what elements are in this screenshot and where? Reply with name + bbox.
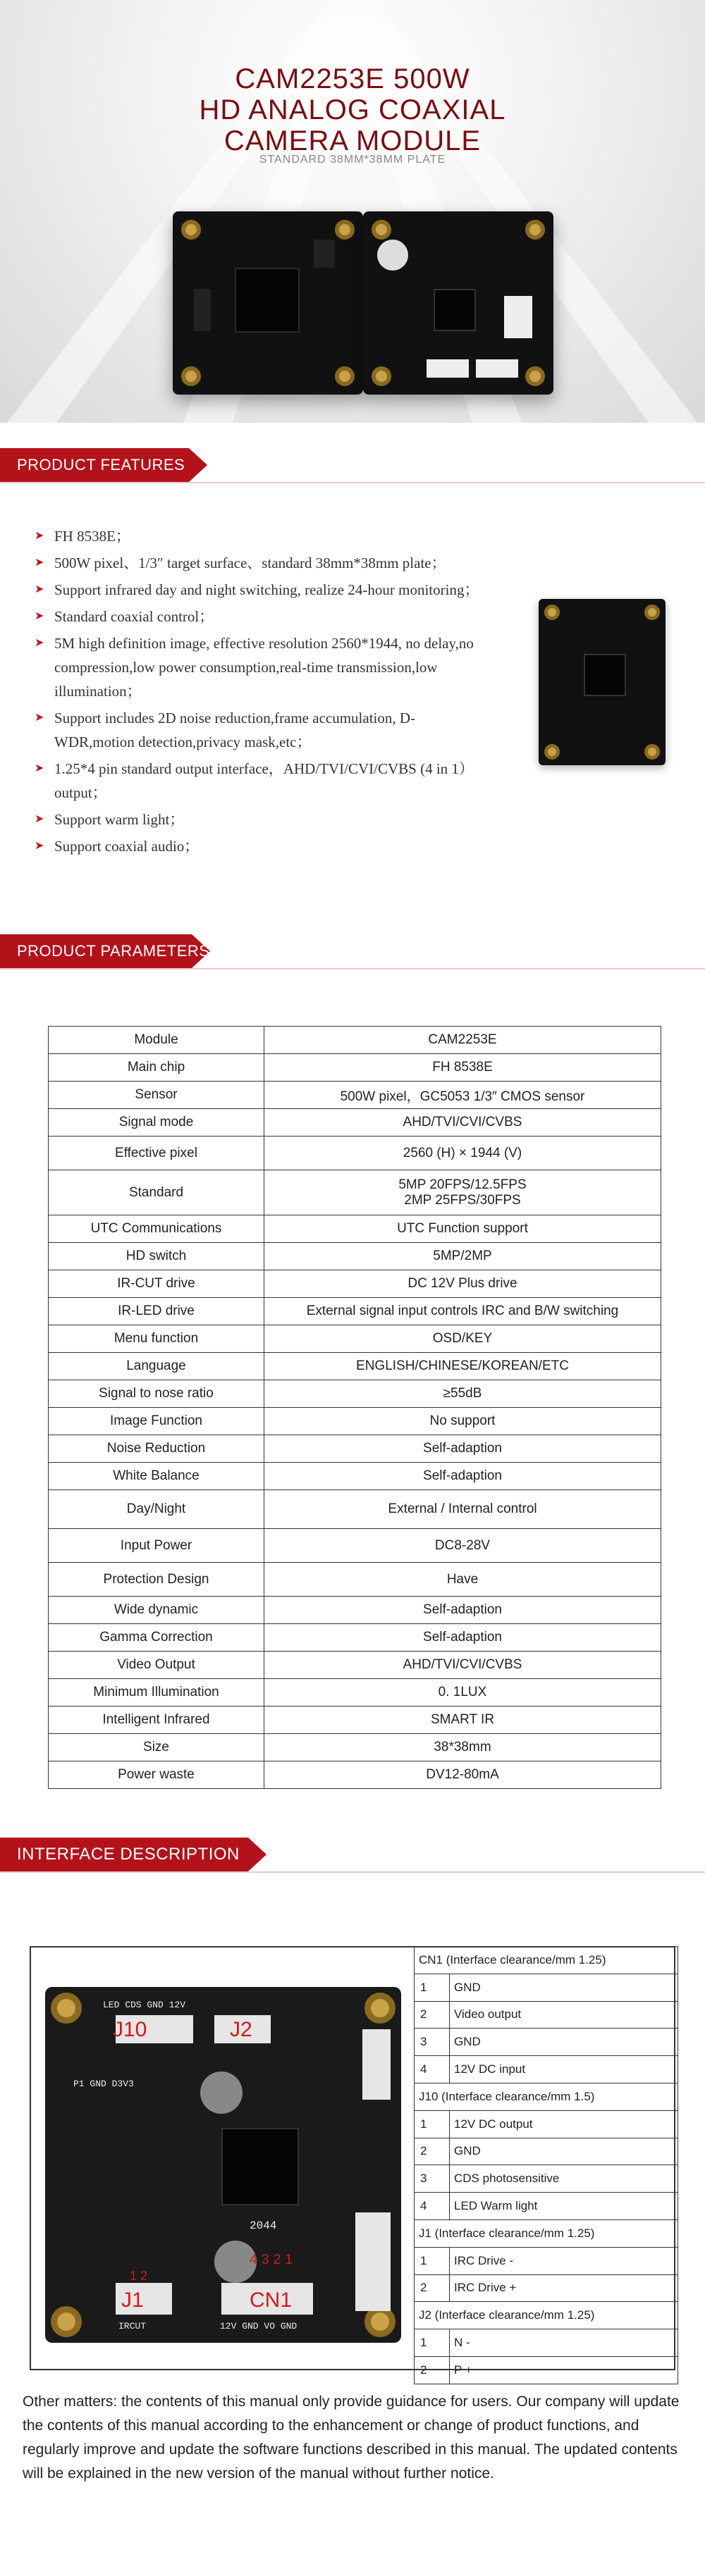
table-row: 3 CDS photosensitive xyxy=(415,2165,678,2193)
list-item: ➤ Support warm light； xyxy=(32,807,511,831)
table-row: White Balance Self-adaption xyxy=(49,1463,661,1490)
disclaimer-note: Other matters: the contents of this manual only provide guidance for users. Our company will update the contents of this manual according to the enhancement or change of product functions, and regularly improve and update the software functions described in this manual. The updated contents will be explained in the new version of the manual without further notice. xyxy=(23,2394,680,2482)
list-item: ➤ 500W pixel、1/3″ target surface、standard 38mm*38mm plate； xyxy=(32,551,511,575)
table-row: CN1 (Interface clearance/mm 1.25) xyxy=(415,1947,678,1974)
table-row: J1 (Interface clearance/mm 1.25) xyxy=(415,2219,678,2247)
list-item: ➤ Support includes 2D noise reduction,frame accumulation, D-WDR,motion detection,privacy mask,etc； xyxy=(32,706,490,754)
cn1-label: CN1 xyxy=(250,2289,293,2312)
parameters-heading-banner xyxy=(0,934,215,968)
table-row: J10 (Interface clearance/mm 1.5) xyxy=(415,2083,678,2110)
table-row: 2 IRC Drive + xyxy=(415,2274,678,2302)
table-row: Size 38*38mm xyxy=(49,1734,661,1761)
cn1-pin-numbers: 4 3 2 1 xyxy=(250,2252,293,2267)
interface-heading-banner xyxy=(0,1838,271,1871)
table-row: Video Output AHD/TVI/CVI/CVBS xyxy=(49,1652,661,1679)
j1-label: J1 xyxy=(121,2289,144,2312)
arrow-bullet-icon: ➤ xyxy=(35,762,44,774)
list-item: ➤ FH 8538E； xyxy=(32,524,511,548)
list-item: ➤ Support infrared day and night switching, realize 24-hour monitoring； xyxy=(32,578,511,602)
table-row: Protection Design Have xyxy=(49,1563,661,1597)
table-row: Wide dynamic Self-adaption xyxy=(49,1597,661,1624)
table-row: Intelligent Infrared SMART IR xyxy=(49,1707,661,1734)
board-product-image xyxy=(539,599,666,765)
hero-title-line2: HD ANALOG COAXIAL xyxy=(199,94,506,125)
table-row: IR-LED drive External signal input controls IRC and B/W switching xyxy=(49,1298,661,1325)
table-row: Day/Night External / Internal control xyxy=(49,1490,661,1529)
interface-board-photo xyxy=(37,1953,410,2365)
divider xyxy=(0,968,705,970)
table-row: Module CAM2253E xyxy=(49,1027,661,1054)
table-row: Minimum Illumination 0. 1LUX xyxy=(49,1679,661,1707)
hero-subtitle: STANDARD 38MM*38MM PLATE xyxy=(259,154,446,166)
interface-board xyxy=(45,1987,401,2343)
table-row: J2 (Interface clearance/mm 1.25) xyxy=(415,2302,678,2329)
side-pin-labels: P1 GND D3V3 xyxy=(73,2079,134,2089)
parameters-table xyxy=(48,1026,661,1789)
table-row: Standard 5MP 20FPS/12.5FPS 2MP 25FPS/30FPS xyxy=(49,1170,661,1215)
table-row: HD switch 5MP/2MP xyxy=(49,1243,661,1270)
hero-title-line1: CAM2253E 500W xyxy=(235,63,470,94)
table-row: Image Function No support xyxy=(49,1408,661,1435)
table-row: 2 Video output xyxy=(415,2001,678,2029)
list-item: ➤ Support coaxial audio； xyxy=(32,834,511,858)
arrow-bullet-icon: ➤ xyxy=(35,712,44,724)
table-row: 4 LED Warm light xyxy=(415,2193,678,2220)
features-heading: PRODUCT FEATURES xyxy=(17,456,185,473)
j10-label: J10 xyxy=(113,2018,147,2041)
j1-pin-numbers: 1 2 xyxy=(130,2269,148,2283)
table-row: Language ENGLISH/CHINESE/KOREAN/ETC xyxy=(49,1353,661,1380)
ircut-label: IRCUT xyxy=(118,2321,147,2332)
arrow-bullet-icon: ➤ xyxy=(35,557,44,569)
bottom-pin-labels: 12V GND VO GND xyxy=(220,2321,298,2332)
table-row: Sensor 500W pixel，GC5053 1/3″ CMOS sensor xyxy=(49,1082,661,1109)
table-row: Input Power DC8-28V xyxy=(49,1529,661,1563)
arrow-bullet-icon: ➤ xyxy=(35,530,44,542)
arrow-bullet-icon: ➤ xyxy=(35,637,44,649)
chip-marking: 2044 xyxy=(250,2219,277,2232)
table-row: 1 N - xyxy=(415,2329,678,2357)
arrow-bullet-icon: ➤ xyxy=(35,813,44,825)
top-pin-labels: LED CDS GND 12V xyxy=(103,2000,186,2010)
table-row: 1 IRC Drive - xyxy=(415,2247,678,2274)
table-row: Effective pixel 2560 (H) × 1944 (V) xyxy=(49,1137,661,1170)
arrow-bullet-icon: ➤ xyxy=(35,610,44,622)
board-front-image xyxy=(173,211,363,395)
hero-title xyxy=(0,63,705,156)
hero-banner xyxy=(0,0,705,423)
list-item: ➤ 5M high definition image, effective resolution 2560*1944, no delay,no compression,low power consumption,real-time transmission,low illumination； xyxy=(32,631,511,703)
table-row: 2 GND xyxy=(415,2138,678,2165)
table-row: 4 12V DC input xyxy=(415,2056,678,2083)
list-item: ➤ 1.25*4 pin standard output interface，AHD/TVI/CVI/CVBS (4 in 1）output； xyxy=(32,757,490,805)
list-item: ➤ Standard coaxial control； xyxy=(32,605,511,628)
table-row: Menu function OSD/KEY xyxy=(49,1325,661,1353)
divider xyxy=(0,482,705,483)
table-row: Noise Reduction Self-adaption xyxy=(49,1435,661,1463)
arrow-bullet-icon: ➤ xyxy=(35,840,44,852)
table-row: Main chip FH 8538E xyxy=(49,1054,661,1082)
table-row: UTC Communications UTC Function support xyxy=(49,1215,661,1243)
table-row: IR-CUT drive DC 12V Plus drive xyxy=(49,1270,661,1298)
table-row: Power waste DV12-80mA xyxy=(49,1761,661,1789)
board-back-image xyxy=(363,211,553,395)
interface-table xyxy=(414,1946,678,2384)
table-row: 2 P + xyxy=(415,2356,678,2384)
hero-title-line3: CAMERA MODULE xyxy=(223,125,482,156)
j2-label: J2 xyxy=(230,2018,252,2041)
table-row: 1 GND xyxy=(415,1974,678,2001)
interface-panel xyxy=(30,1946,675,2377)
interface-heading: INTERFACE DESCRIPTION xyxy=(17,1845,240,1864)
features-list xyxy=(32,524,511,861)
table-row: Signal mode AHD/TVI/CVI/CVBS xyxy=(49,1109,661,1137)
divider xyxy=(0,1871,705,1873)
arrow-bullet-icon: ➤ xyxy=(35,583,44,595)
table-row: Signal to nose ratio ≥55dB xyxy=(49,1380,661,1408)
table-row: 3 GND xyxy=(415,2029,678,2056)
table-row: Gamma Correction Self-adaption xyxy=(49,1624,661,1652)
features-heading-banner xyxy=(0,448,212,482)
parameters-heading: PRODUCT PARAMETERS xyxy=(17,942,210,960)
table-row: 1 12V DC output xyxy=(415,2110,678,2138)
